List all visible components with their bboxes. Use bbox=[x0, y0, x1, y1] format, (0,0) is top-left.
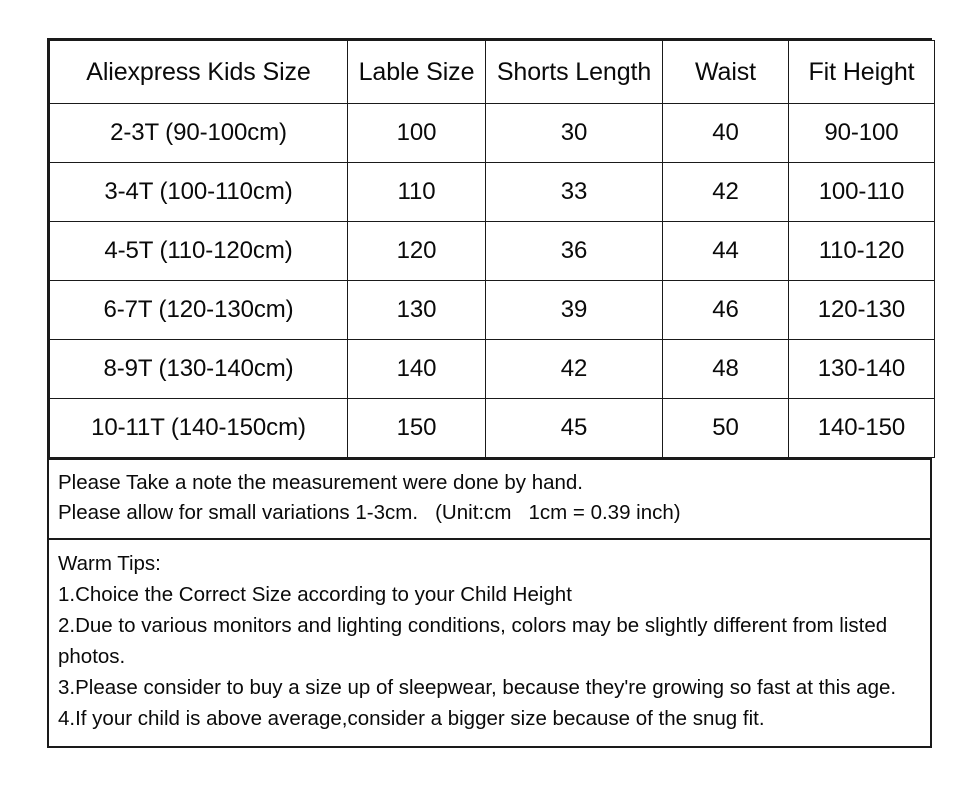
cell-fit-height: 110-120 bbox=[789, 222, 935, 281]
size-chart-table bbox=[49, 40, 935, 458]
table-header-row bbox=[50, 41, 935, 104]
cell-shorts-length: 42 bbox=[486, 340, 663, 399]
cell-lable-size: 110 bbox=[348, 163, 486, 222]
warm-tips-item: 1.Choice the Correct Size according to your Child Height bbox=[58, 583, 572, 606]
cell-fit-height: 130-140 bbox=[789, 340, 935, 399]
warm-tips-title: Warm Tips: bbox=[58, 552, 161, 575]
table-row bbox=[50, 399, 935, 458]
cell-kids-size: 4-5T (110-120cm) bbox=[50, 222, 348, 281]
table-row bbox=[50, 163, 935, 222]
cell-shorts-length: 30 bbox=[486, 104, 663, 163]
cell-fit-height: 90-100 bbox=[789, 104, 935, 163]
warm-tips-item: 3.Please consider to buy a size up of sleepwear, because they're growing so fast at this age. bbox=[58, 676, 897, 699]
warm-tips-item: 2.Due to various monitors and lighting conditions, colors may be slightly different from listed photos. bbox=[58, 614, 888, 668]
cell-waist: 40 bbox=[663, 104, 789, 163]
cell-fit-height: 140-150 bbox=[789, 399, 935, 458]
cell-shorts-length: 45 bbox=[486, 399, 663, 458]
measurement-note-line: Please allow for small variations 1-3cm. (Unit:cm 1cm = 0.39 inch) bbox=[58, 501, 681, 524]
warm-tips-item: 4.If your child is above average,consider a bigger size because of the snug fit. bbox=[58, 707, 765, 730]
table-row bbox=[50, 104, 935, 163]
column-header-waist: Waist bbox=[663, 41, 789, 104]
size-chart-card bbox=[47, 38, 932, 748]
table-row bbox=[50, 340, 935, 399]
column-header-aliexpress-kids-size: Aliexpress Kids Size bbox=[50, 41, 348, 104]
cell-kids-size: 8-9T (130-140cm) bbox=[50, 340, 348, 399]
measurement-note-section bbox=[49, 458, 930, 538]
cell-lable-size: 100 bbox=[348, 104, 486, 163]
cell-fit-height: 120-130 bbox=[789, 281, 935, 340]
cell-waist: 46 bbox=[663, 281, 789, 340]
cell-waist: 44 bbox=[663, 222, 789, 281]
table-row bbox=[50, 281, 935, 340]
table-row bbox=[50, 222, 935, 281]
cell-kids-size: 10-11T (140-150cm) bbox=[50, 399, 348, 458]
column-header-shorts-length: Shorts Length bbox=[486, 41, 663, 104]
cell-kids-size: 3-4T (100-110cm) bbox=[50, 163, 348, 222]
column-header-lable-size: Lable Size bbox=[348, 41, 486, 104]
cell-lable-size: 130 bbox=[348, 281, 486, 340]
cell-kids-size: 6-7T (120-130cm) bbox=[50, 281, 348, 340]
cell-shorts-length: 39 bbox=[486, 281, 663, 340]
cell-lable-size: 140 bbox=[348, 340, 486, 399]
cell-waist: 42 bbox=[663, 163, 789, 222]
cell-shorts-length: 36 bbox=[486, 222, 663, 281]
cell-shorts-length: 33 bbox=[486, 163, 663, 222]
warm-tips-section bbox=[49, 538, 930, 746]
cell-fit-height: 100-110 bbox=[789, 163, 935, 222]
cell-lable-size: 120 bbox=[348, 222, 486, 281]
column-header-fit-height: Fit Height bbox=[789, 41, 935, 104]
cell-lable-size: 150 bbox=[348, 399, 486, 458]
measurement-note-line: Please Take a note the measurement were done by hand. bbox=[58, 471, 583, 494]
cell-waist: 50 bbox=[663, 399, 789, 458]
cell-waist: 48 bbox=[663, 340, 789, 399]
cell-kids-size: 2-3T (90-100cm) bbox=[50, 104, 348, 163]
